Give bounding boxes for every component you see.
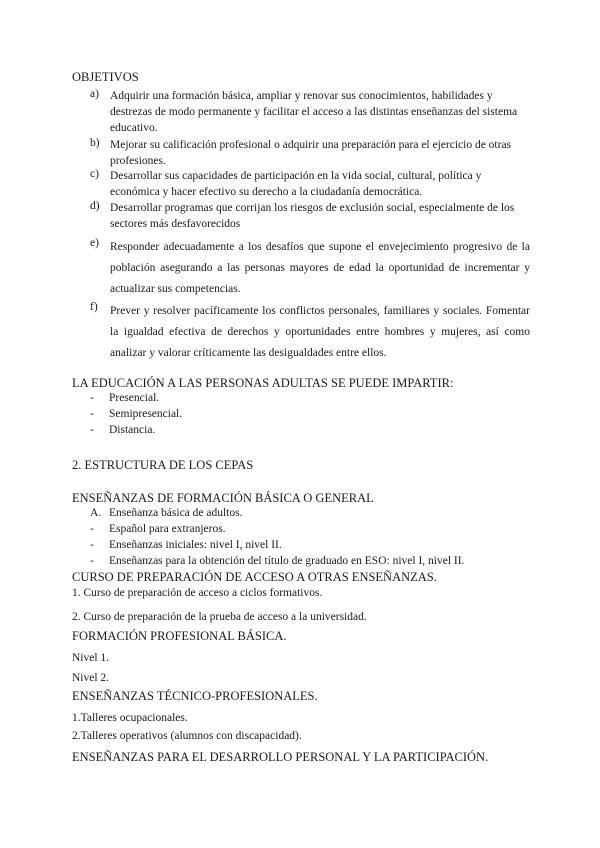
estructura-heading: 2. ESTRUCTURA DE LOS CEPAS — [72, 458, 254, 472]
list-marker: A. — [90, 507, 102, 519]
fp-item: Nivel 2. — [72, 672, 110, 684]
list-item — [90, 539, 282, 551]
tecnico-item: 2.Talleres operativos (alumnos con discapacidad). — [72, 730, 302, 742]
list-marker: d) — [90, 200, 100, 212]
list-item-text: Enseñanzas iniciales: nivel I, nivel II. — [109, 539, 282, 551]
objetivo-item-a — [90, 88, 530, 136]
list-item — [90, 424, 155, 436]
objetivo-item-c — [90, 168, 530, 200]
list-marker: e) — [90, 237, 99, 249]
objetivo-item-f — [90, 301, 530, 364]
objetivo-text: Prever y resolver pacíficamente los conflictos personales, familiares y sociales. Fomentar la igualdad efectiva de derechos y oportunidades entre hombres y mujeres, así como analizar y valorar críticamente las desigualdades entre ellos. — [110, 305, 530, 359]
list-marker: - — [90, 408, 94, 420]
acceso-heading: CURSO DE PREPARACIÓN DE ACCESO A OTRAS ENSEÑANZAS. — [72, 570, 437, 584]
list-marker: - — [90, 555, 94, 567]
basica-heading: ENSEÑANZAS DE FORMACIÓN BÁSICA O GENERAL — [72, 491, 374, 505]
objetivo-text: Mejorar su calificación profesional o adquirir una preparación para el ejercicio de otras profesiones. — [110, 139, 512, 167]
list-item-text: Presencial. — [109, 392, 160, 404]
list-marker: a) — [90, 88, 99, 100]
list-item — [90, 392, 159, 404]
list-marker: f) — [90, 301, 98, 313]
list-item-text: Español para extranjeros. — [109, 523, 226, 535]
list-marker: - — [90, 523, 94, 535]
list-marker: c) — [90, 168, 99, 180]
list-item-text: Distancia. — [109, 424, 156, 436]
objetivos-heading: OBJETIVOS — [72, 70, 139, 84]
list-marker: - — [90, 539, 94, 551]
objetivo-item-b — [90, 137, 530, 169]
list-item-text: Enseñanzas para la obtención del título de graduado en ESO: nivel I, nivel II. — [109, 555, 465, 567]
objetivo-item-e — [90, 237, 530, 300]
list-marker: - — [90, 424, 94, 436]
tecnico-item: 1.Talleres ocupacionales. — [72, 712, 188, 724]
list-item — [90, 523, 226, 535]
objetivo-item-d — [90, 200, 530, 232]
list-item — [90, 555, 464, 567]
list-item-text: Semipresencial. — [109, 408, 183, 420]
tecnico-heading: ENSEÑANZAS TÉCNICO-PROFESIONALES. — [72, 689, 318, 703]
objetivo-text: Desarrollar sus capacidades de participación en la vida social, cultural, política y económica y hacer efectivo su derecho a la ciudadanía democrática. — [110, 170, 482, 198]
acceso-item: 1. Curso de preparación de acceso a ciclos formativos. — [72, 587, 323, 599]
fp-item: Nivel 1. — [72, 652, 110, 664]
objetivo-text: Adquirir una formación básica, ampliar y renovar sus conocimientos, habilidades y destrezas de modo permanente y facilitar el acceso a las distintas enseñanzas del sistema educativo. — [110, 90, 518, 134]
fp-heading: FORMACIÓN PROFESIONAL BÁSICA. — [72, 629, 287, 643]
impartir-heading: LA EDUCACIÓN A LAS PERSONAS ADULTAS SE PUEDE IMPARTIR: — [72, 376, 454, 390]
list-marker: b) — [90, 137, 100, 149]
list-item — [90, 408, 182, 420]
objetivo-text: Desarrollar programas que corrijan los riesgos de exclusión social, especialmente de los sectores más desfavorecidos — [110, 202, 515, 230]
acceso-item: 2. Curso de preparación de la prueba de acceso a la universidad. — [72, 611, 367, 623]
list-item — [90, 507, 242, 519]
desarrollo-heading: ENSEÑANZAS PARA EL DESARROLLO PERSONAL Y LA PARTICIPACIÓN. — [72, 750, 489, 764]
list-item-text: Enseñanza básica de adultos. — [109, 507, 243, 519]
list-marker: - — [90, 392, 94, 404]
objetivo-text: Responder adecuadamente a los desafíos que supone el envejecimiento progresivo de la población asegurando a las personas mayores de edad la oportunidad de incrementar y actualizar sus competencias. — [110, 241, 530, 295]
